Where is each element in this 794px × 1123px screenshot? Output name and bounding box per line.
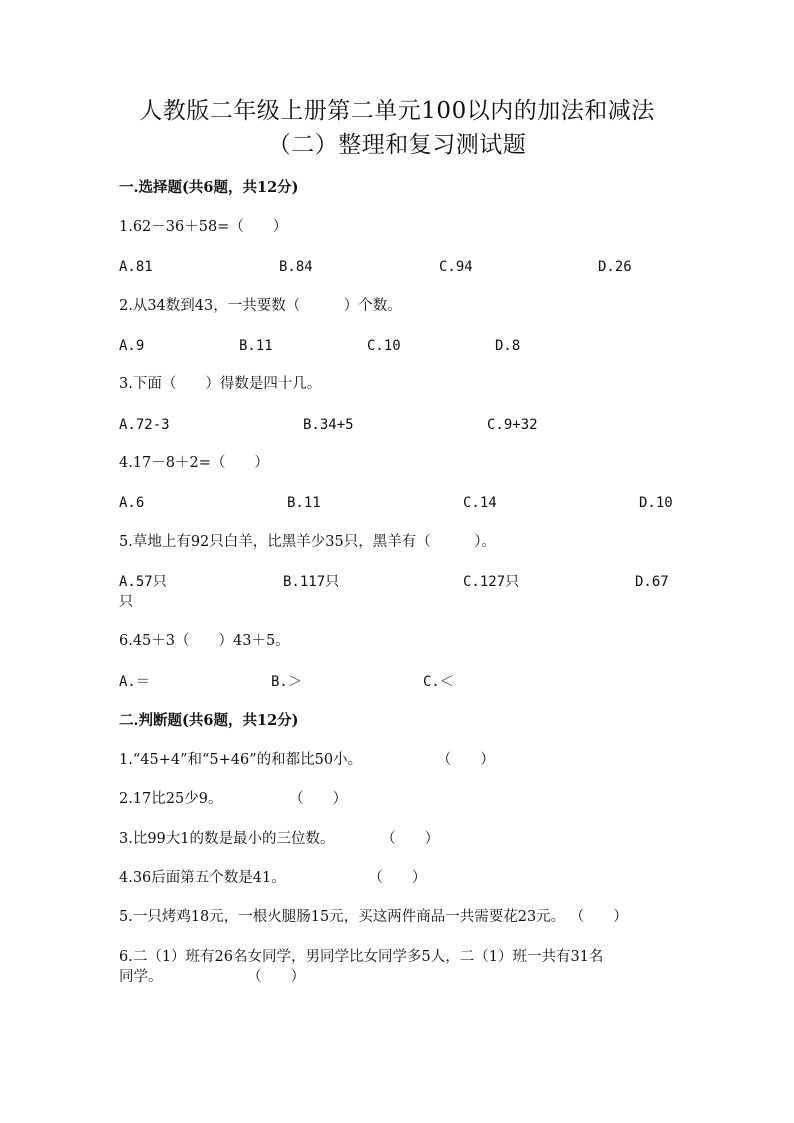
- judgement-1-text: 1.“45+4”和“5+46”的和都比50小。: [119, 752, 363, 768]
- judgement-6: 6.二（1）班有26名女同学，男同学比女同学多5人，二（1）班一共有31名: [119, 949, 604, 965]
- q6-option-a: A.＝: [119, 674, 150, 690]
- q2-option-c: C.10: [367, 338, 401, 354]
- judgement-5-answer-blank: （ ）: [569, 909, 628, 925]
- q4-option-b: B.11: [287, 495, 321, 511]
- q5-option-b: B.117只: [283, 574, 340, 590]
- q5-option-d-wrap: 只: [119, 594, 133, 610]
- judgement-3: [119, 829, 439, 849]
- q6-option-c: C.＜: [423, 674, 454, 690]
- q6-option-b: B.＞: [271, 674, 302, 690]
- q3-option-b: B.34+5: [303, 417, 354, 433]
- judgement-4-text: 4.36后面第五个数是41。: [119, 870, 286, 886]
- q2-option-d: D.8: [495, 338, 521, 354]
- section-heading-choice: 一.选择题(共6题，共12分): [119, 179, 299, 196]
- q4-option-a: A.6: [119, 495, 145, 511]
- judgement-2: [119, 789, 347, 809]
- q5-option-a: A.57只: [119, 574, 167, 590]
- judgement-6-text-cont: 同学。: [119, 969, 163, 985]
- judgement-6-answer-blank: （ ）: [247, 969, 306, 985]
- page-title-line-1: 人教版二年级上册第二单元100以内的加法和减法: [139, 98, 655, 124]
- q2-option-b: B.11: [239, 338, 273, 354]
- judgement-4: [119, 868, 426, 888]
- judgement-5-text: 5.一只烤鸡18元，一根火腿肠15元，买这两件商品一共需要花23元。: [119, 909, 566, 925]
- judgement-1: [119, 750, 495, 770]
- question-2: 2.从34数到43，一共要数（ ）个数。: [119, 298, 402, 314]
- judgement-3-answer-blank: （ ）: [381, 831, 440, 847]
- q1-option-a: A.81: [119, 259, 153, 275]
- q5-option-c: C.127只: [463, 574, 520, 590]
- question-5: 5.草地上有92只白羊，比黑羊少35只，黑羊有（ ）。: [119, 534, 496, 550]
- question-6: 6.45＋3（ ）43＋5。: [119, 633, 290, 649]
- question-3: 3.下面（ ）得数是四十几。: [119, 376, 322, 392]
- judgement-3-text: 3.比99大1的数是最小的三位数。: [119, 831, 335, 847]
- page-title-line-2: （二）整理和复习测试题: [267, 132, 527, 158]
- q1-option-d: D.26: [598, 259, 632, 275]
- q4-option-d: D.10: [639, 495, 673, 511]
- judgement-6-continued: [119, 967, 305, 987]
- q2-option-a: A.9: [119, 338, 145, 354]
- q3-option-a: A.72-3: [119, 417, 170, 433]
- question-4: 4.17－8＋2=（ ）: [119, 455, 269, 471]
- judgement-2-text: 2.17比25少9。: [119, 791, 223, 807]
- judgement-5: [119, 907, 628, 927]
- q5-option-d: D.67: [635, 574, 669, 590]
- question-1: 1.62－36＋58=（ ）: [119, 219, 288, 235]
- judgement-1-answer-blank: （ ）: [436, 752, 495, 768]
- q3-option-c: C.9+32: [487, 417, 538, 433]
- judgement-4-answer-blank: （ ）: [368, 870, 427, 886]
- q1-option-b: B.84: [279, 259, 313, 275]
- section-heading-judgement: 二.判断题(共6题，共12分): [119, 712, 299, 729]
- judgement-2-answer-blank: （ ）: [289, 791, 348, 807]
- q4-option-c: C.14: [463, 495, 497, 511]
- q1-option-c: C.94: [439, 259, 473, 275]
